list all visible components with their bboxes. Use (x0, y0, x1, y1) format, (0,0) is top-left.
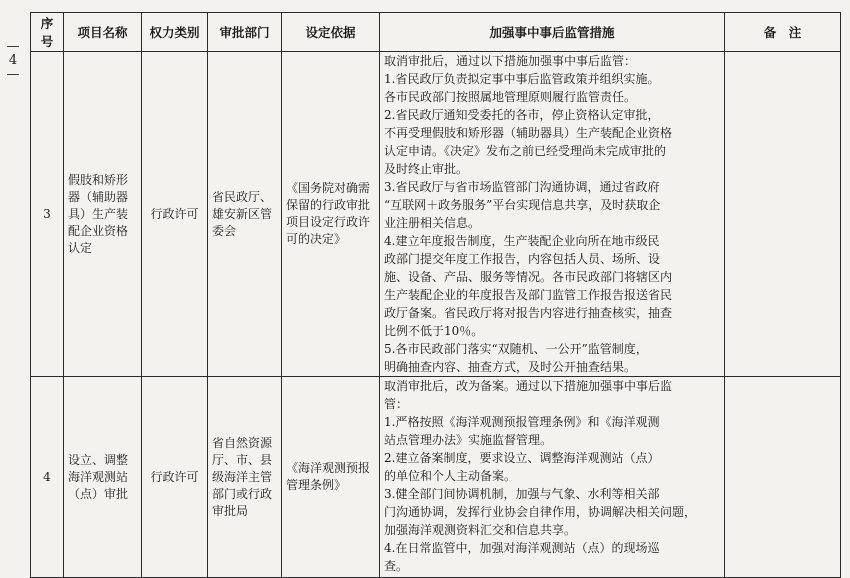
row-approval-dept: 省自然资源厅、市、县级海洋主管部门或行政审批局 (208, 377, 282, 578)
row-approval-dept: 省民政厅、雄安新区管委会 (208, 52, 282, 377)
measure-line: 站点管理办法》实施监督管理。 (384, 433, 553, 447)
row-item-name: 假肢和矫形器（辅助器具）生产装配企业资格认定 (64, 52, 142, 377)
measure-line: 生产装配企业的年度报告及部门监管工作报告报送省民 (384, 288, 673, 302)
header-power-type: 权力类别 (142, 13, 208, 52)
measure-line: 各市民政部门按照属地管理原则履行监管责任。 (384, 90, 637, 104)
measure-line: 及时终止审批。 (384, 162, 469, 176)
measure-line: 查。 (384, 559, 409, 573)
measure-line: 门沟通协调，发挥行业协会自律作用，协调解决相关问题， (384, 505, 697, 519)
measure-line: 4.建立年度报告制度，生产装配企业向所在地市级民 (384, 234, 660, 248)
row-basis: 《国务院对确需保留的行政审批项目设定行政许可的决定》 (282, 52, 380, 377)
row-seq: 3 (31, 52, 64, 377)
measure-line: 的单位和个人主动备案。 (384, 469, 517, 483)
measure-line: 政部门提交年度工作报告，内容包括人员、场所、设 (384, 252, 661, 266)
measure-line: “互联网＋政务服务”平台实现信息共享，及时获取企 (384, 198, 661, 212)
header-notes: 备 注 (725, 13, 841, 52)
header-item-name: 项目名称 (64, 13, 142, 52)
measure-line: 3.省民政厅与省市场监管部门沟通协调，通过省政府 (384, 180, 660, 194)
measure-line: 取消审批后，改为备案。通过以下措施加强事中事后监 (384, 379, 673, 393)
measure-line: 业注册相关信息。 (384, 216, 481, 230)
measure-line: 1.省民政厅负责拟定事中事后监管政策并组织实施。 (384, 72, 660, 86)
measure-line: 1.严格按照《海洋观测预报管理条例》和《海洋观测 (384, 415, 660, 429)
row-seq: 4 (31, 377, 64, 578)
page-number-value: 4 (8, 53, 18, 68)
table-row (31, 377, 841, 578)
header-measures: 加强事中事后监管措施 (380, 13, 725, 52)
row-item-name: 设立、调整海洋观测站（点）审批 (64, 377, 142, 578)
header-row (31, 13, 841, 52)
table-row (31, 52, 841, 377)
row-basis: 《海洋观测预报管理条例》 (282, 377, 380, 578)
page-number (6, 40, 20, 82)
approval-table (30, 12, 841, 578)
header-basis: 设定依据 (282, 13, 380, 52)
measure-line: 管： (384, 397, 409, 411)
measure-line: 3.健全部门间协调机制，加强与气象、水利等相关部 (384, 487, 660, 501)
measure-line: 认定申请。《决定》发布之前已经受理尚未完成审批的 (384, 144, 667, 158)
measure-line: 不再受理假肢和矫形器（辅助器具）生产装配企业资格 (384, 126, 673, 140)
page-number-dash-bottom: — (6, 67, 20, 82)
header-approval-dept: 审批部门 (208, 13, 282, 52)
row-measures (380, 377, 725, 578)
measure-line: 施、设备、产品、服务等情况。各市民政部门将辖区内 (384, 270, 673, 284)
row-power-type: 行政许可 (142, 377, 208, 578)
measure-line: 4.在日常监管中，加强对海洋观测站（点）的现场巡 (384, 541, 660, 555)
measure-line: 取消审批后，通过以下措施加强事中事后监管： (384, 54, 637, 68)
measure-line: 明确抽查内容、抽查方式，及时公开抽查结果。 (384, 360, 637, 374)
page-number-dash-top: — (6, 39, 20, 54)
measure-line: 比例不低于10％。 (384, 324, 484, 338)
measure-line: 2.省民政厅通知受委托的各市，停止资格认定审批， (384, 108, 660, 122)
row-power-type: 行政许可 (142, 52, 208, 377)
row-notes (725, 377, 841, 578)
measure-line: 5.各市民政部门落实“双随机、一公开”监管制度， (384, 342, 648, 356)
measure-line: 2.建立备案制度，要求设立、调整海洋观测站（点） (384, 451, 660, 465)
measure-line: 加强海洋观测资料汇交和信息共享。 (384, 523, 577, 537)
measure-line: 政厅备案。省民政厅将对报告内容进行抽查核实，抽查 (384, 306, 673, 320)
row-measures (380, 52, 725, 377)
header-seq: 序号 (31, 13, 64, 52)
row-notes (725, 52, 841, 377)
